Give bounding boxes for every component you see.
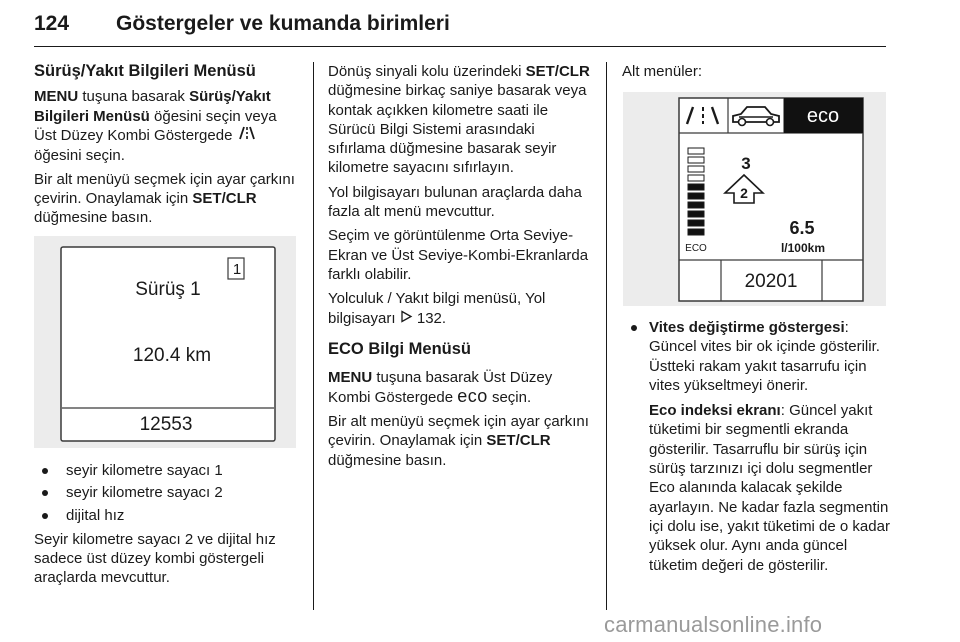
paragraph: Yol bilgisayarı bulunan araçlarda daha fazla alt menü mevcuttur. — [328, 183, 582, 221]
button-name: SET/CLR — [525, 63, 590, 80]
paragraph: Seçim ve görüntülenme Orta Seviye-Ekran ve Üst Seviye-Kombi-Ekranlarda farklı olabilir. — [328, 227, 589, 283]
list-item — [34, 506, 302, 525]
list-item — [34, 483, 302, 502]
column-divider-2 — [606, 62, 607, 610]
description: Güncel vites bir ok içinde gösterilir. Üstteki rakam yakıt tasarrufu için vites yükseltmeyi önerir. — [649, 338, 880, 394]
paragraph — [328, 289, 594, 328]
column-3-top — [622, 62, 888, 86]
page-reference-arrow-icon — [400, 309, 413, 328]
text: Bir alt menüyü seçmek için ayar çarkını çevirin. Onaylamak için — [328, 413, 589, 450]
list-item-text: dijital hız — [66, 506, 125, 524]
page-reference: 132. — [416, 309, 447, 327]
trip-display-screen — [34, 236, 296, 448]
trip-distance: 120.4 km — [132, 345, 212, 366]
odometer: 12553 — [139, 414, 193, 435]
description: Güncel yakıt tüketimi bir segmentli ekranda gösterilir. Tasarruflu bir sürüş için sürüş tarzınızı içi dolu segmentler Eco alanında kalacak şekilde ayarlayın. Ne kadar fazla segmentin içi dolu ise, yakıt tüketimi de o kadar yüksek olur. Aynı anda güncel tüketim değeri de gösterilir. — [649, 402, 890, 574]
paragraph — [328, 62, 594, 178]
header-rule — [34, 46, 886, 47]
odometer: 20201 — [744, 271, 798, 292]
text: düğmesine basın. — [34, 209, 153, 227]
menu-name: Sürüş/Yakıt Bilgileri Menüsü — [34, 88, 271, 125]
column-1 — [34, 62, 300, 233]
eco-area-label: ECO — [685, 243, 707, 254]
page-header — [34, 6, 886, 46]
menu-key: MENU — [328, 368, 373, 386]
list-item — [34, 461, 302, 480]
section-heading: ECO Bilgi Menüsü — [328, 340, 472, 359]
button-name: SET/CLR — [192, 190, 257, 208]
text: Yolculuk / Yakıt bilgi menüsü, Yol bilgisayarı — [328, 290, 546, 327]
paragraph: Seyir kilometre sayacı 2 ve dijital hız sadece üst düzey kombi göstergeli araçlarda mevcuttur. — [34, 530, 276, 587]
eco-segment — [688, 202, 704, 208]
list-item-text: seyir kilometre sayacı 1 — [66, 462, 223, 479]
eco-tab-label: eco — [806, 105, 840, 127]
page-number: 124 — [34, 12, 70, 35]
text: düğmesine birkaç saniye basarak veya kontak açıkken kilometre saati ile Sürücü Bilgi Sistemi arasındaki sıfırlama düğmesine basarak seyir kilometre sayacını sıfırlayın. — [328, 82, 587, 177]
trip-road-icon — [237, 126, 257, 145]
term: Eco indeksi ekranı — [649, 402, 781, 420]
page-title: Göstergeler ve kumanda birimleri — [116, 12, 450, 35]
term: Vites değiştirme göstergesi — [649, 319, 845, 336]
watermark: carmanualsonline.info — [604, 612, 823, 637]
list-item-text: seyir kilometre sayacı 2 — [66, 484, 223, 502]
fuel-consumption-unit: l/100km — [780, 241, 826, 255]
trip-title: Sürüş 1 — [135, 279, 201, 300]
eco-segment — [688, 229, 704, 235]
column-divider-1 — [313, 62, 314, 610]
eco-display-figure — [623, 92, 886, 306]
eco-segment — [688, 184, 704, 190]
eco-segment — [688, 175, 704, 181]
paragraph — [328, 412, 594, 470]
fuel-consumption-value: 6.5 — [789, 218, 815, 238]
paragraph — [34, 170, 300, 228]
bullet-icon — [42, 468, 48, 474]
column-1-lower — [34, 461, 302, 593]
column-3 — [622, 318, 890, 580]
text: düğmesine basın. — [328, 451, 447, 469]
eco-segment — [688, 148, 704, 154]
eco-segment — [688, 193, 704, 199]
text: Bir alt menüyü seçmek için ayar çarkını çevirin. Onaylamak için — [34, 170, 295, 208]
trip-number-badge: 1 — [232, 261, 242, 278]
text: öğesini seçin. — [34, 146, 125, 164]
recommended-gear: 3 — [741, 154, 751, 173]
button-name: SET/CLR — [486, 432, 551, 450]
text: Dönüş sinyali kolu üzerindeki — [328, 63, 526, 80]
text: öğesini seçin veya Üst Düzey Kombi Göstergede — [34, 107, 277, 144]
current-gear: 2 — [740, 185, 748, 201]
eco-segment — [688, 211, 704, 217]
section-heading: Sürüş/Yakıt Bilgileri Menüsü — [34, 62, 256, 80]
trip-display-figure — [34, 236, 296, 448]
list-item: Vites değiştirme göstergesi: Güncel vites bir ok içinde gösterilir. Üstteki rakam yakıt tasarrufu için vites yükseltmeyi önerir. — [622, 318, 890, 395]
eco-segment — [688, 220, 704, 226]
column-2 — [328, 62, 594, 475]
bullet-icon — [42, 513, 48, 519]
eco-segment — [688, 166, 704, 172]
bullet-icon — [42, 490, 48, 496]
paragraph — [34, 87, 300, 165]
paragraph: Eco indeksi ekranı: Güncel yakıt tüketimi bir segmentli ekranda gösterilir. Tasarruflu bir sürüş için sürüş tarzınızı içi dolu segmentler Eco alanında kalacak şekilde ayarlayın. Ne kadar fazla segmentin içi dolu ise, yakıt tüketimi de o kadar yüksek olur. Aynı anda güncel tüketim değeri de gösterilir. — [649, 402, 890, 574]
eco-display-screen — [623, 92, 886, 306]
eco-segment — [688, 157, 704, 163]
bullet-icon — [631, 325, 637, 331]
text: tuşuna basarak Üst Düzey Kombi Göstergede — [328, 368, 553, 406]
paragraph — [328, 368, 594, 408]
menu-key: MENU — [34, 88, 79, 106]
text: tuşuna basarak — [78, 88, 190, 106]
text: seçin. — [487, 388, 532, 406]
paragraph: Alt menüler: — [622, 63, 703, 80]
eco-icon: eco — [457, 385, 488, 406]
